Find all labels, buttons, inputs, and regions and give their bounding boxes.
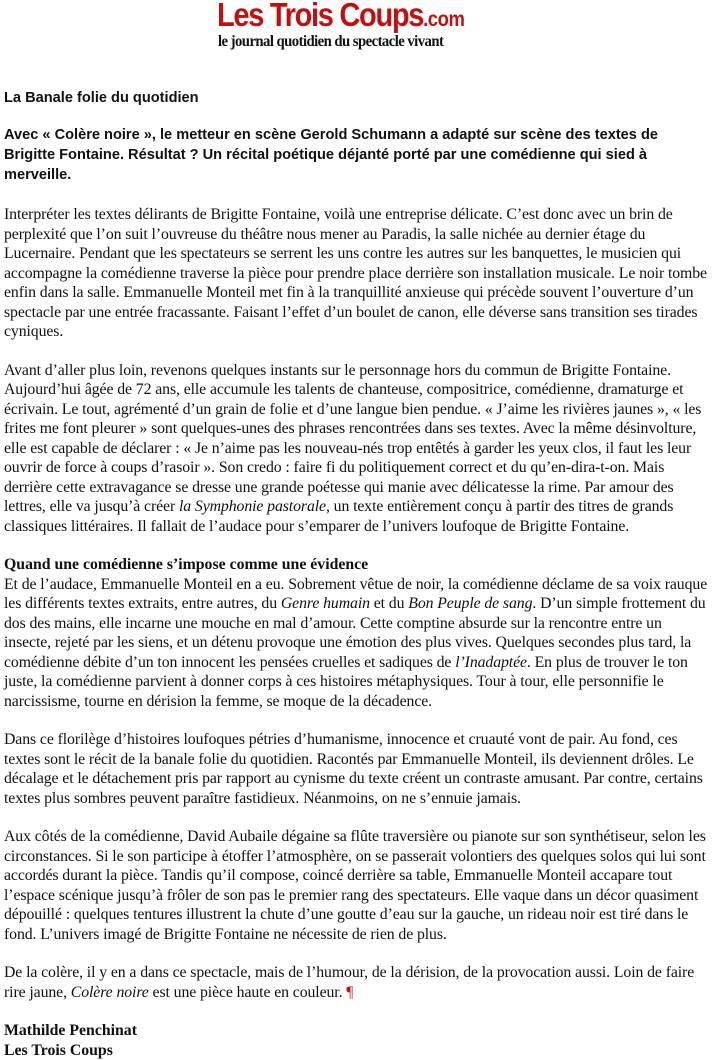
logo-domain-suffix: .com <box>423 8 464 31</box>
logo-wordmark <box>217 0 464 34</box>
article-lead: Avec « Colère noire », le metteur en scène Gerold Schumann a adapté sur scène des textes de Brigitte Fontaine. Résultat ? Un récital poétique déjanté porté par une comédienne qui sied à merveille. <box>4 125 712 185</box>
paragraph-6 <box>4 963 712 1002</box>
paragraph-2 <box>4 361 712 537</box>
paragraph-6-text-a: De la colère, il y en a dans ce spectacle, mais de l’humour, de la dérision, de la provocation aussi. Loin de faire rire jaune, <box>4 964 694 1001</box>
article <box>4 88 712 1060</box>
pilcrow-end-mark: ¶ <box>346 984 353 1001</box>
paragraph-1: Interpréter les textes délirants de Brigitte Fontaine, voilà une entreprise délicate. C’est donc avec un brin de perplexité que l’on suit l’ouvreuse du théâtre nous mener au Paradis, la salle nichée au dernier étage du Lucernaire. Pendant que les spectateurs se serrent les uns contre les autres sur les banquettes, le musicien qui accompagne la comédienne traverse la pièce pour prendre place derrière son installation musicale. Le noir tombe enfin dans la salle. Emmanuelle Monteil met fin à la tranquillité anxieuse qui précède souvent l’ouverture d’un spectacle par une entrée fracassante. Faisant l’effet d’un boulet de canon, elle déverse sans transition ses tirades cyniques. <box>4 205 712 342</box>
logo-tagline: le journal quotidien du spectacle vivant <box>218 33 443 51</box>
title-colere-noire: Colère noire <box>71 984 149 1001</box>
paragraph-3-text-a: Et de l’audace, Emmanuelle Monteil en a eu. Sobrement vêtue de noir, la comédienne déclame de sa voix rauque les différents textes extraits, entre autres, du <box>4 576 707 613</box>
paragraph-2-text-a: Avant d’aller plus loin, revenons quelques instants sur le personnage hors du commun de Brigitte Fontaine. Aujourd’hui âgée de 72 ans, elle accumule les talents de chanteuse, compositrice, comédienne, dramaturge et écrivain. Le tout, agrémenté d’un grain de folie et d’une langue bien pendue. « J’aime les rivières jaunes », « les frites me font pleurer » sont quelques-unes des phrases rencontrées dans ses textes. Avec la même désinvolture, elle est capable de déclarer : « Je n’aime pas les nouveau-nés trop entêtés à garder les yeux clos, il faut les leur ouvrir de force à coups d’rasoir ». Son credo : faire fi du politiquement correct et du qu’en-dira-t-on. Mais derrière cette extravagance se dresse une grande poétesse qui manie avec délicatesse la rime. Par amour des lettres, elle va jusqu’à créer <box>4 362 701 516</box>
title-bon-peuple-de-sang: Bon Peuple de sang <box>408 595 532 612</box>
title-genre-humain: Genre humain <box>281 595 370 612</box>
paragraph-3-text-d: . En plus de trouver le ton juste, la comédienne parvient à donner corps à ces histoires métaphysiques. Tour à tour, elle personnifie le narcissisme, tourne en dérision la femme, se moque de la décadence. <box>4 654 688 710</box>
paragraph-3 <box>4 575 712 712</box>
paragraph-5: Aux côtés de la comédienne, David Aubaile dégaine sa flûte traversière ou pianote sur son synthétiseur, selon les circonstances. Si le son participe à étoffer l’atmosphère, on se passerait volontiers des quelques solos qui lui sont accordés durant la pièce. Tandis qu’il compose, coincé derrière sa table, Emmanuelle Monteil accapare tout l’espace scénique jusqu’à frôler de son pas le premier rang des spectateurs. Elle vaque dans un décor quasiment dépouillé : quelques tentures illustrent la chute d’une goutte d’eau sur la gauche, un rideau noir est tiré dans le fond. L’univers imagé de Brigitte Fontaine ne nécessite de rien de plus. <box>4 827 712 944</box>
author-name: Mathilde Penchinat <box>4 1021 712 1041</box>
paragraph-6-text-b: est une pièce haute en couleur. <box>149 984 347 1001</box>
article-signature <box>4 1021 712 1060</box>
article-kicker: La Banale folie du quotidien <box>4 88 712 108</box>
title-symphonie-pastorale: la Symphonie pastorale <box>179 498 326 515</box>
paragraph-3-text-c: . D’un simple frottement du dos des mains, elle incarne une mouche en mal d’amour. Cette comptine absurde sur la rencontre entre un insecte, rejeté par les siens, et un détenu provoque une émotion des plus vives. Quelques secondes plus tard, la comédienne débite d’un ton innocent les pensées cruelles et sadiques de <box>4 595 706 671</box>
paragraph-3-text-b: et du <box>370 595 408 612</box>
masthead <box>0 0 717 60</box>
site-logo[interactable] <box>217 0 479 56</box>
paragraph-4: Dans ce florilège d’histoires loufoques pétries d’humanisme, innocence et cruauté vont de pair. Au fond, ces textes sont le récit de la banale folie du quotidien. Racontés par Emmanuelle Monteil, ils deviennent drôles. Le décalage et le détachement pris par rapport au cynisme du texte créent un contraste amusant. Par contre, certains textes plus sombres peuvent paraître fastidieux. Néanmoins, on ne s’ennuie jamais. <box>4 730 712 808</box>
title-inadaptee: l’Inadaptée <box>455 654 527 671</box>
paragraph-2-text-b: , un texte entièrement conçu à partir des titres de grands classiques littéraires. Il fallait de l’audace pour s’emparer de l’univers loufoque de Brigitte Fontaine. <box>4 498 673 535</box>
section-heading: Quand une comédienne s’impose comme une évidence <box>4 555 712 575</box>
publication-name: Les Trois Coups <box>4 1041 712 1060</box>
logo-brand-name: Les Trois Coups <box>217 0 423 33</box>
